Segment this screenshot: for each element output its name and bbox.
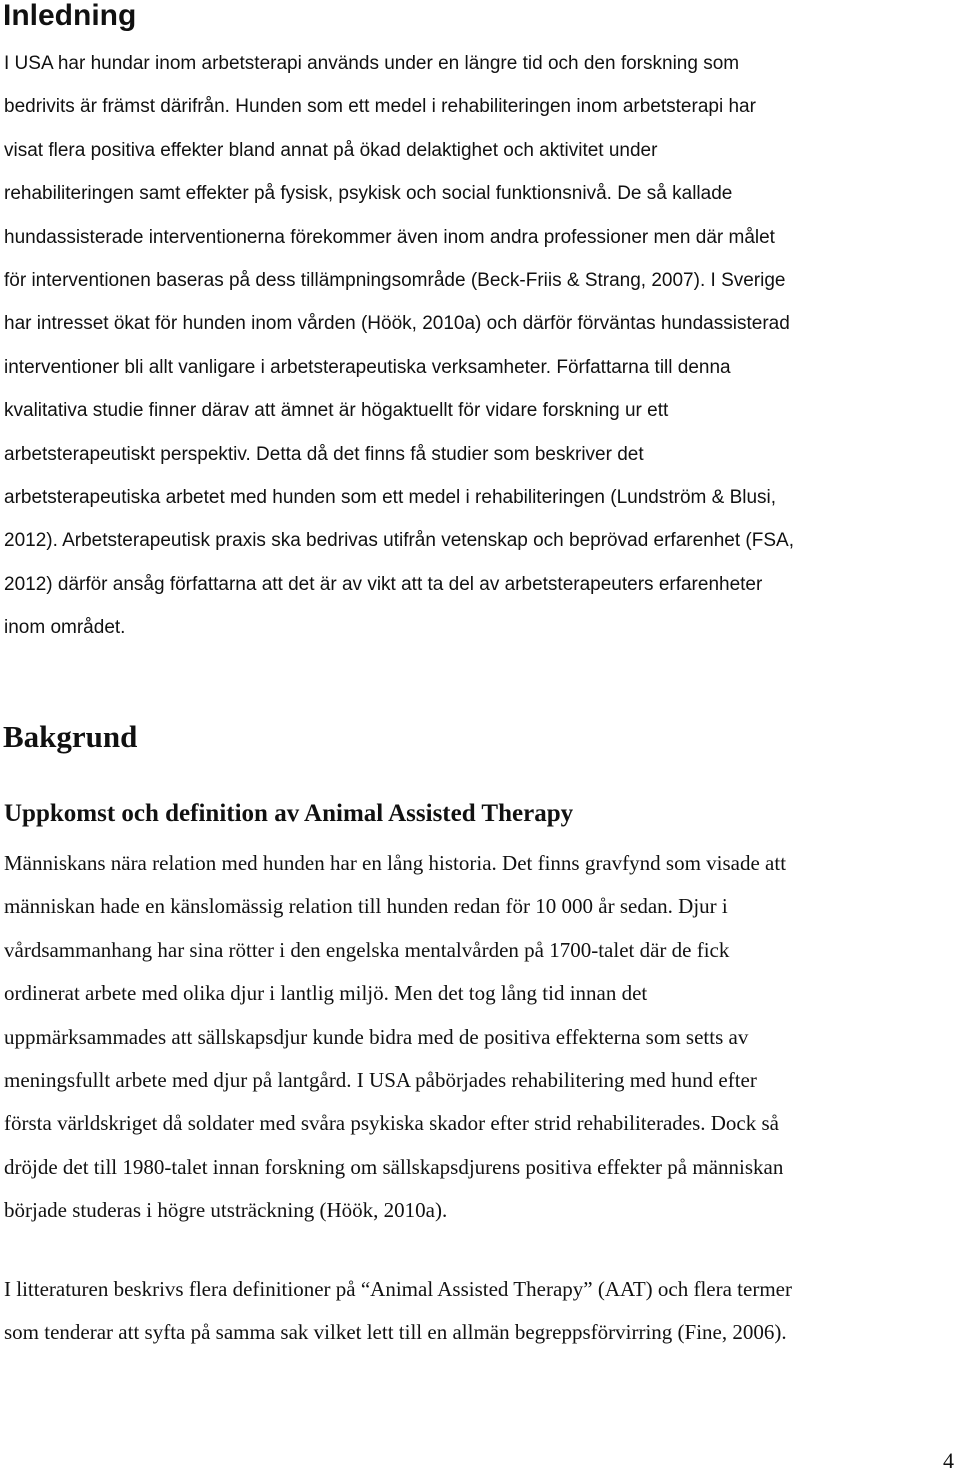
paragraph-line: första världskriget då soldater med svåra psykiska skador efter strid rehabiliterades. Dock så — [4, 1111, 779, 1136]
page-number: 4 — [943, 1448, 954, 1473]
paragraph-line: 2012) därför ansåg författarna att det är av vikt att ta del av arbetsterapeuters erfarenheter — [4, 573, 763, 595]
paragraph-line: har intresset ökat för hunden inom vården (Höök, 2010a) och därför förväntas hundassisterad — [4, 313, 790, 335]
paragraph-line: människan hade en känslomässig relation till hunden redan för 10 000 år sedan. Djur i — [4, 894, 728, 919]
paragraph-line: kvalitativa studie finner därav att ämnet är högaktuellt för vidare forskning ur ett — [4, 400, 669, 422]
paragraph-inledning — [4, 42, 954, 650]
paragraph-line: bedrivits är främst därifrån. Hunden som ett medel i rehabiliteringen inom arbetsterapi har — [4, 96, 756, 118]
paragraph-line: började studeras i högre utsträckning (Höök, 2010a). — [4, 1198, 448, 1223]
paragraph-bakgrund-1 — [4, 842, 954, 1233]
subheading-aat: Uppkomst och definition av Animal Assisted Therapy — [4, 800, 574, 827]
paragraph-line: dröjde det till 1980-talet innan forskning om sällskapsdjurens positiva effekter på människan — [4, 1154, 784, 1179]
heading-inledning: Inledning — [3, 0, 137, 32]
paragraph-line: inom området. — [4, 617, 126, 639]
paragraph-line: som tenderar att syfta på samma sak vilket lett till en allmän begreppsförvirring (Fine, 2006). — [4, 1320, 787, 1345]
paragraph-line: meningsfullt arbete med djur på lantgård. I USA påbörjades rehabilitering med hund efter — [4, 1068, 757, 1093]
paragraph-line: hundassisterade interventionerna förekommer även inom andra professioner men där målet — [4, 226, 775, 248]
paragraph-line: vårdsammanhang har sina rötter i den engelska mentalvården på 1700-talet där de fick — [4, 937, 730, 962]
paragraph-line: I USA har hundar inom arbetsterapi används under en längre tid och den forskning som — [4, 53, 740, 74]
paragraph-line: rehabiliteringen samt effekter på fysisk, psykisk och social funktionsnivå. De så kallade — [4, 183, 733, 205]
paragraph-line: arbetsterapeutiskt perspektiv. Detta då det finns få studier som beskriver det — [4, 443, 644, 465]
paragraph-line: Människans nära relation med hunden har en lång historia. Det finns gravfynd som visade att — [4, 851, 787, 875]
heading-bakgrund: Bakgrund — [3, 719, 138, 754]
paragraph-line: visat flera positiva effekter bland annat på ökad delaktighet och aktivitet under — [4, 139, 658, 161]
paragraph-line: interventioner bli allt vanligare i arbetsterapeutiska verksamheter. Författarna till denna — [4, 356, 731, 378]
paragraph-line: för interventionen baseras på dess tillämpningsområde (Beck-Friis & Strang, 2007). I Sverige — [4, 270, 786, 292]
paragraph-line: I litteraturen beskrivs flera definitioner på “Animal Assisted Therapy” (AAT) och flera termer — [4, 1277, 792, 1301]
paragraph-line: ordinerat arbete med olika djur i lantlig miljö. Men det tog lång tid innan det — [4, 981, 648, 1006]
paragraph-line: uppmärksammades att sällskapsdjur kunde bidra med de positiva effekterna som setts av — [4, 1024, 749, 1049]
paragraph-line: arbetsterapeutiska arbetet med hunden som ett medel i rehabiliteringen (Lundström & Blusi, — [4, 487, 777, 509]
paragraph-line: 2012). Arbetsterapeutisk praxis ska bedrivas utifrån vetenskap och beprövad erfarenhet (FSA, — [4, 530, 794, 552]
paragraph-bakgrund-2 — [4, 1268, 954, 1355]
